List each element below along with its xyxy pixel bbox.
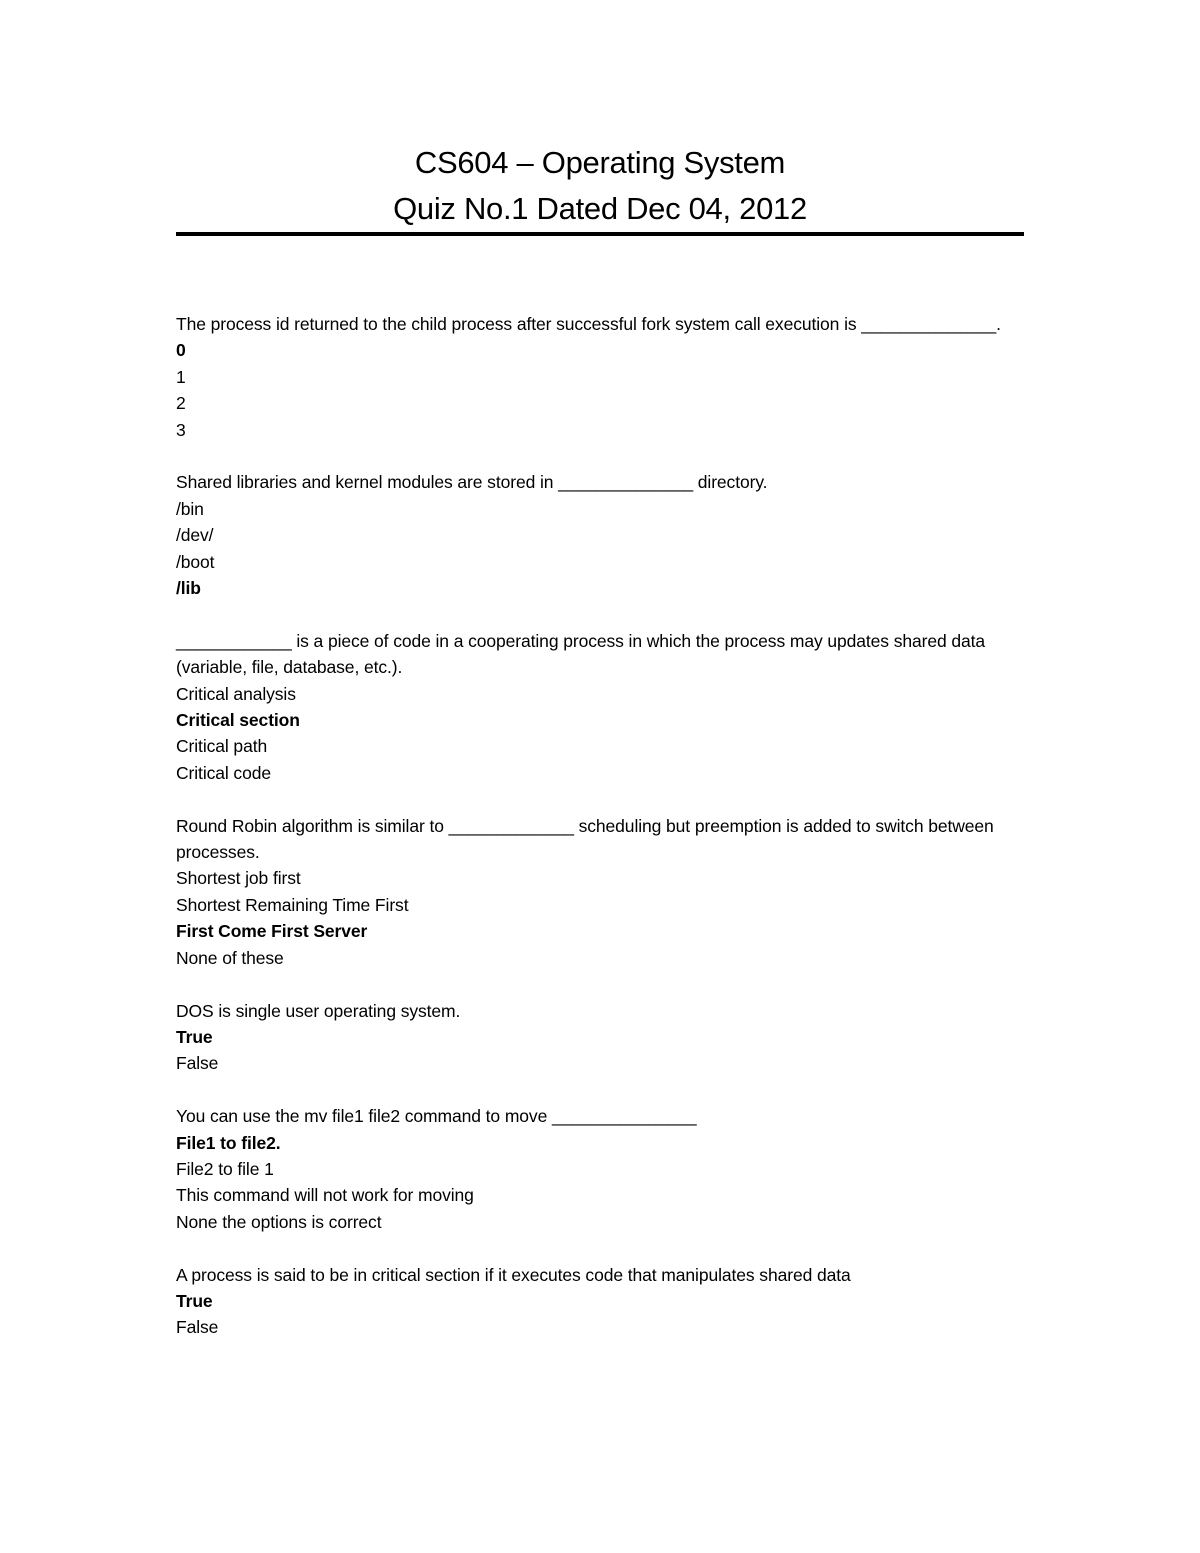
question-2 <box>176 469 1036 601</box>
answer-option: Critical path <box>176 736 268 757</box>
answer-option-correct: First Come First Server <box>176 921 368 942</box>
answer-option-correct: File1 to file2. <box>176 1132 281 1153</box>
question-stem: The process id returned to the child process after successful fork system call execution is ______________. <box>176 314 1001 334</box>
question-1 <box>176 311 1036 443</box>
answer-option: Shortest job first <box>176 868 301 889</box>
answer-option: 2 <box>176 393 186 414</box>
answer-option: 3 <box>176 419 186 440</box>
answer-option-correct: True <box>176 1290 213 1311</box>
document-subtitle: Quiz No.1 Dated Dec 04, 2012 <box>393 191 807 226</box>
answer-option: None the options is correct <box>176 1211 382 1232</box>
question-5 <box>176 998 1036 1077</box>
question-6 <box>176 1103 1036 1235</box>
question-stem: You can use the mv file1 file2 command to move _______________ <box>176 1106 697 1127</box>
header-rule <box>176 232 1024 236</box>
question-stem: DOS is single user operating system. <box>176 1000 461 1021</box>
question-4 <box>176 813 1036 971</box>
answer-option: /bin <box>176 498 204 519</box>
question-7 <box>176 1262 1036 1341</box>
answer-option: Shortest Remaining Time First <box>176 894 409 915</box>
question-list <box>176 311 1036 1367</box>
answer-option-correct: Critical section <box>176 710 300 731</box>
answer-option: Critical code <box>176 762 271 783</box>
answer-option-correct: True <box>176 1026 213 1047</box>
question-3 <box>176 628 1036 786</box>
document-title: CS604 – Operating System <box>414 145 786 180</box>
answer-option: Critical analysis <box>176 683 296 704</box>
answer-option: False <box>176 1317 219 1338</box>
answer-option: False <box>176 1053 219 1074</box>
answer-option-correct: /lib <box>176 578 201 599</box>
answer-option: None of these <box>176 947 284 968</box>
question-stem: ____________ is a piece of code in a cooperating process in which the process may updates shared data (variable, file, database, etc.). <box>176 630 990 678</box>
answer-option: /boot <box>176 551 215 572</box>
answer-option: This command will not work for moving <box>176 1185 474 1206</box>
answer-option: 1 <box>176 366 186 387</box>
question-stem: Round Robin algorithm is similar to _____________ scheduling but preemption is added to switch between processes. <box>176 815 999 863</box>
answer-option: /dev/ <box>176 525 214 546</box>
question-stem: Shared libraries and kernel modules are stored in ______________ directory. <box>176 472 768 493</box>
question-stem: A process is said to be in critical section if it executes code that manipulates shared data <box>176 1264 851 1285</box>
answer-option-correct: 0 <box>176 340 186 361</box>
answer-option: File2 to file 1 <box>176 1158 274 1179</box>
document-header <box>176 140 1024 232</box>
